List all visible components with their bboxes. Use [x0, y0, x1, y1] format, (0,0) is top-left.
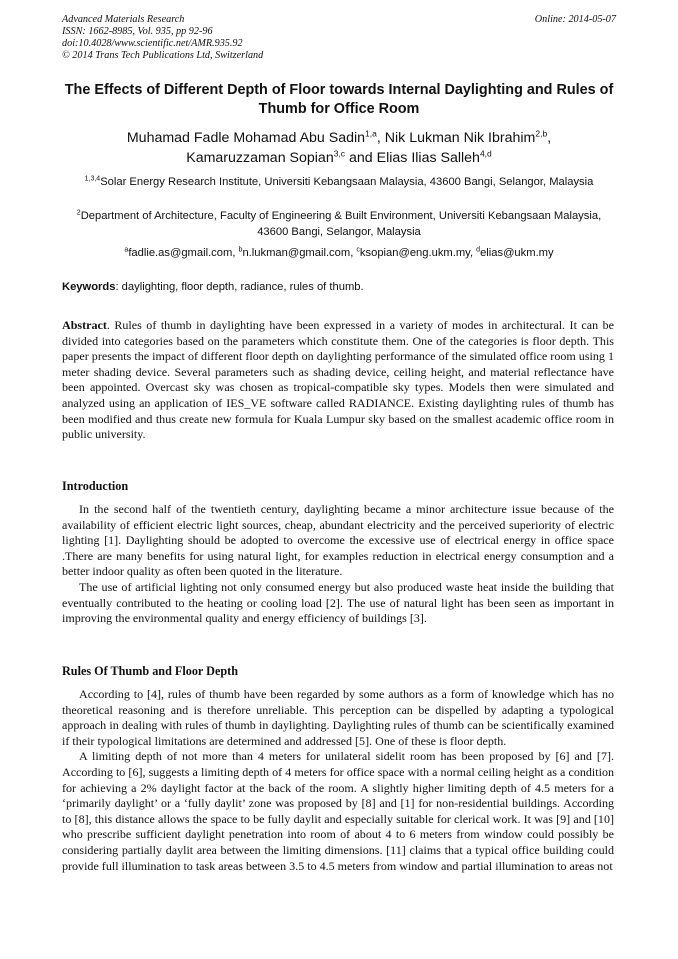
paragraph: The use of artificial lighting not only consumed energy but also produced waste heat inside the building that eventually contributed to the heating or cooling load [2]. The use of natural light has been seen as important in improving the environmental quality and energy efficiency of buildings [3]. [62, 579, 614, 626]
paragraph: A limiting depth of not more than 4 meters for unilateral sidelit room has been proposed by [6] and [7]. According to [6], suggests a limiting depth of 4 meters for office space with a normal ceiling height as a condition for achieving a 2% daylight factor at the back of the room. A slightly higher limiting depth of 4.5 meters for a ‘primarily daylight’ or a ‘fully daylit’ zone was proposed by [8] and [1] for non-residential buildings. According to [8], this distance allows the space to be fully daylit and especially suitable for clerical work. It was [9] and [10] who prescribe sufficient daylight penetration into room of about 4 to 6 meters from window could possibly be considering partially daylit area between the limiting dimensions. [11] claims that a typical office building could provide full illumination to task areas between 3.5 to 4.5 meters from window and partial illumination to areas not [62, 749, 614, 873]
abstract [62, 318, 614, 443]
abstract-text: . Rules of thumb in daylighting have been expressed in a variety of modes in architectural. It can be divided into categories based on the parameters which constitute them. One of the categories is floor depth. This paper presents the impact of different floor depth on daylighting performance of the simulated office room using 1 meter shading device. Several parameters such as shading device, ceiling height, and material reflectance have been appointed. Overcast sky was chosen as tropical-compatible sky types. Models then were simulated and analyzed using an application of IES_VE software called RADIANCE. Existing daylighting rules of thumb has been modified and thus create new formula for Kuala Lumpur sky based on the smallest academic office room in public university. [62, 318, 614, 442]
journal-issn: ISSN: 1662-8985, Vol. 935, pp 92-96 [62, 26, 213, 37]
author-list: Muhamad Fadle Mohamad Abu Sadin$^{1,a}$, Nik Lukman Nik Ibrahim$^{2,b}$, Kamaruzzaman Sopian$^{3,c}$ and Elias Ilias Salleh$^{4,d}$ [126, 128, 552, 166]
author-sup: 3,c [333, 148, 346, 159]
email-link[interactable]: elias@ukm.my [480, 247, 554, 259]
section-heading-introduction: Introduction [62, 479, 129, 493]
journal-header [62, 14, 616, 62]
affiliation-1: $^{1,3,4}$Solar Energy Research Institute, Universiti Kebangsaan Malaysia, 43600 Bangi, Selangor, Malaysia [84, 175, 594, 188]
journal-doi: doi:10.4028/www.scientific.net/AMR.935.92 [62, 38, 243, 49]
rules-section [62, 687, 614, 874]
introduction-section [62, 502, 614, 627]
paper-title: The Effects of Different Depth of Floor towards Internal Daylighting and Rules of Thumb for Office Room [64, 82, 614, 117]
author-name: Kamaruzzaman Sopian [186, 150, 334, 166]
author-name: Nik Lukman Nik Ibrahim [384, 130, 536, 146]
paragraph: According to [4], rules of thumb have been regarded by some authors as a form of knowledge which has no theoretical reasoning and is therefore unreliable. This perception can be dispelled by adapting a typological approach in dealing with rules of thumb in daylighting. Daylighting rules of thumb can be scientifically examined if their typological limitations are determined and addressed [5]. One of these is floor depth. [62, 687, 614, 748]
abstract-label: Abstract [62, 318, 107, 332]
section-heading-rules: Rules Of Thumb and Floor Depth [62, 664, 238, 678]
author-name: Elias Ilias Salleh [376, 150, 480, 166]
author-sup: 2,b [535, 128, 548, 139]
online-date: Online: 2014-05-07 [534, 14, 616, 25]
email-link[interactable]: n.lukman@gmail.com [242, 247, 351, 259]
email-list: $^a$fadlie.as@gmail.com, $^b$n.lukman@gmail.com, $^c$ksopian@eng.ukm.my, $^d$elias@ukm.my [124, 246, 554, 259]
email-link[interactable]: ksopian@eng.ukm.my [359, 247, 470, 259]
journal-copyright: © 2014 Trans Tech Publications Ltd, Switzerland [62, 50, 264, 61]
author-sup: 1,a [365, 128, 377, 139]
author-sup: 4,d [479, 148, 492, 159]
keywords-label: Keywords [62, 281, 116, 293]
author-name: Muhamad Fadle Mohamad Abu Sadin [126, 130, 366, 146]
keywords [62, 280, 618, 295]
paragraph: In the second half of the twentieth century, daylighting became a minor architecture issue because of the availability of efficient electric light sources, cheap, abundant electricity and the perceived superiority of electric lighting [1]. Daylighting should be adopted to overcome the excessive use of electrical energy in office space .There are many benefits for using natural light, for examples reduction in electrical energy consumption and a better indoor quality as often been quoted in the literature. [62, 502, 614, 579]
keywords-text: : daylighting, floor depth, radiance, rules of thumb. [115, 281, 364, 293]
affiliation-2: $^2$Department of Architecture, Faculty of Engineering & Built Environment, Universiti Kebangsaan Malaysia, 43600 Bangi, Selangor, Malaysia [76, 209, 602, 238]
email-link[interactable]: fadlie.as@gmail.com [128, 247, 233, 259]
journal-name: Advanced Materials Research [62, 14, 185, 25]
